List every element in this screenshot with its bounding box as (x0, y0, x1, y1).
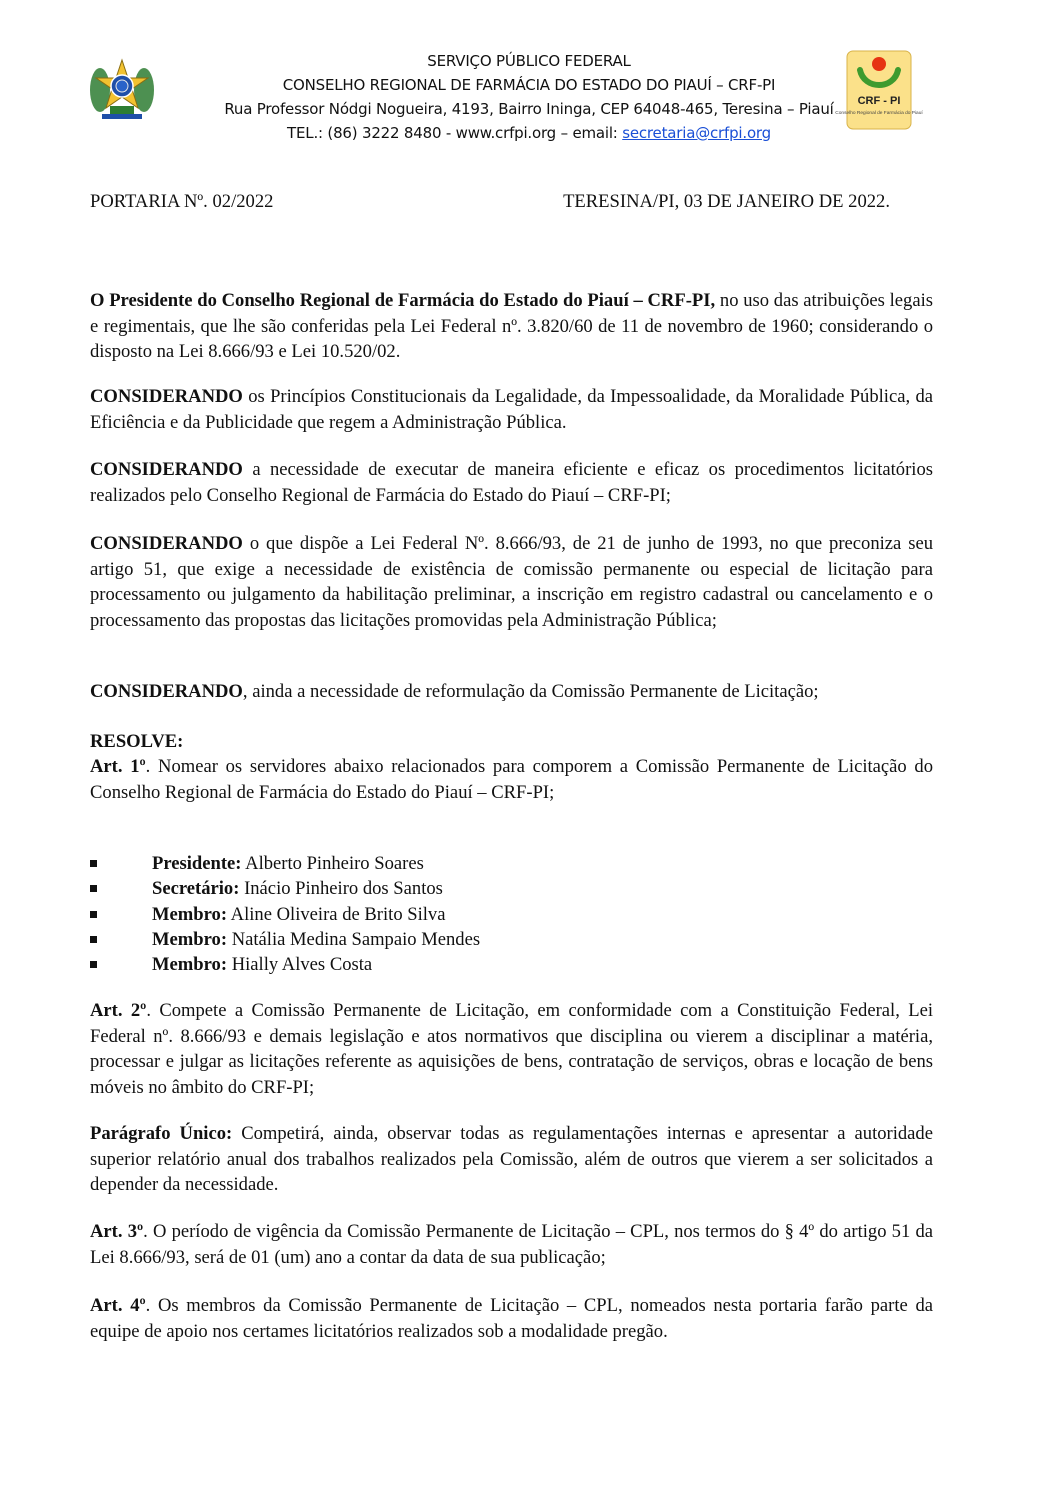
considerando-label: CONSIDERANDO (90, 533, 243, 554)
email-link[interactable]: secretaria@crfpi.org (622, 124, 771, 142)
article-text: . Os membros da Comissão Permanente de Licitação – CPL, nomeados nesta portaria farão parte da equipe de apoio nos certames licitatórios realizados sob a modalidade pregão. (90, 1295, 933, 1342)
article-label: Art. 1º (90, 756, 146, 777)
paragrafo-label: Parágrafo Único: (90, 1123, 233, 1144)
member-name: Hially Alves Costa (227, 954, 373, 976)
article-3 (90, 1219, 933, 1270)
intro-text: no uso das atribuições legais e regimentais, que lhe são conferidas pela Lei Federal nº. 3.820/60 de 11 de novembro de 1960; considerando o disposto na Lei 8.666/93 e Lei 10.520/02. (90, 290, 933, 362)
member-name: Aline Oliveira de Brito Silva (227, 903, 446, 925)
header-line-3: Rua Professor Nódgi Nogueira, 4193, Bairro Ininga, CEP 64048-465, Teresina – Piauí (224, 100, 834, 118)
logo-text: CRF - PI (857, 95, 901, 107)
considerando-3 (90, 531, 933, 633)
logo-subtext: Conselho Regional de Farmácia do Piauí (835, 111, 923, 116)
portaria-number: PORTARIA Nº. 02/2022 (90, 191, 274, 212)
member-role: Membro: (152, 903, 228, 925)
article-text: . O período de vigência da Comissão Permanente de Licitação – CPL, nos termos do § 4º do artigo 51 da Lei 8.666/93, será de 01 (um) ano a contar da data de sua publicação; (90, 1221, 934, 1268)
considerando-2 (90, 457, 933, 508)
header-contact: TEL.: (86) 3222 8480 - www.crfpi.org – email: (287, 124, 623, 142)
considerando-4 (90, 679, 933, 705)
member-role: Membro: (152, 954, 228, 976)
considerando-text: o que dispõe a Lei Federal Nº. 8.666/93, de 21 de junho de 1993, no que preconiza seu artigo 51, que exige a necessidade de existência de comissão permanente ou especial de licitação para processamento ou julgamento da habilitação preliminar, a inscrição em registro cadastral ou cancelamento e o processamento das propostas das licitações promovidas pela Administração Pública; (90, 533, 933, 631)
bullet-icon (90, 885, 97, 892)
resolve-label: RESOLVE: (90, 731, 184, 752)
considerando-label: CONSIDERANDO (90, 386, 243, 407)
article-2 (90, 998, 933, 1100)
article-label: Art. 3º (90, 1221, 144, 1242)
bullet-icon (90, 936, 97, 943)
list-item (90, 952, 933, 977)
article-4 (90, 1293, 933, 1344)
article-1 (90, 754, 933, 805)
bullet-icon (90, 911, 97, 918)
considerando-text: os Princípios Constitucionais da Legalidade, da Impessoalidade, da Moralidade Pública, da Eficiência e da Publicidade que regem a Administração Pública. (90, 386, 933, 433)
portaria-date: TERESINA/PI, 03 DE JANEIRO DE 2022. (563, 191, 890, 212)
portaria-header (90, 189, 890, 215)
paragrafo-text: Competirá, ainda, observar todas as regulamentações internas e apresentar a autoridade superior relatório anual dos trabalhos realizados pela Comissão, além de outros que vierem a ser solicitados a depender da necessidade. (90, 1123, 933, 1195)
member-role: Secretário: (152, 878, 240, 900)
bullet-icon (90, 961, 97, 968)
member-role: Membro: (152, 928, 228, 950)
members-list (90, 851, 933, 977)
header-line-1: SERVIÇO PÚBLICO FEDERAL (427, 52, 631, 70)
resolve-heading (90, 729, 933, 755)
article-text: . Compete a Comissão Permanente de Licitação, em conformidade com a Constituição Federal, Lei Federal nº. 8.666/93 e demais legislação e atos normativos que disciplina ou vierem a disciplinar a matéria, processar e julgar as licitações referente as aquisições de bens, contratação de serviços, obras e locação de bens móveis no âmbito do CRF-PI; (90, 1000, 933, 1098)
list-item (90, 851, 933, 876)
member-role: Presidente: (152, 853, 242, 874)
considerando-label: CONSIDERANDO (90, 681, 243, 702)
member-name: Inácio Pinheiro dos Santos (239, 878, 443, 900)
member-name: Natália Medina Sampaio Mendes (227, 928, 481, 950)
article-label: Art. 4º (90, 1295, 146, 1316)
header-line-2: CONSELHO REGIONAL DE FARMÁCIA DO ESTADO DO PIAUÍ – CRF-PI (282, 76, 776, 94)
article-label: Art. 2º (90, 1000, 147, 1021)
considerando-text: , ainda a necessidade de reformulação da Comissão Permanente de Licitação; (242, 681, 819, 702)
list-item (90, 876, 933, 901)
considerando-label: CONSIDERANDO (90, 459, 243, 480)
intro-paragraph (90, 288, 933, 365)
paragrafo-unico (90, 1121, 933, 1198)
header-line-4 (0, 124, 1058, 142)
bullet-icon (90, 860, 97, 867)
considerando-1 (90, 384, 933, 435)
considerando-text: a necessidade de executar de maneira eficiente e eficaz os procedimentos licitatórios realizados pelo Conselho Regional de Farmácia do Estado do Piauí – CRF-PI; (90, 459, 933, 506)
intro-bold: O Presidente do Conselho Regional de Farmácia do Estado do Piauí – CRF-PI, (90, 290, 716, 311)
member-name: Alberto Pinheiro Soares (241, 853, 424, 874)
list-item (90, 927, 933, 952)
article-text: . Nomear os servidores abaixo relacionados para comporem a Comissão Permanente de Licitação do Conselho Regional de Farmácia do Estado do Piauí – CRF-PI; (90, 756, 934, 803)
list-item (90, 902, 933, 927)
